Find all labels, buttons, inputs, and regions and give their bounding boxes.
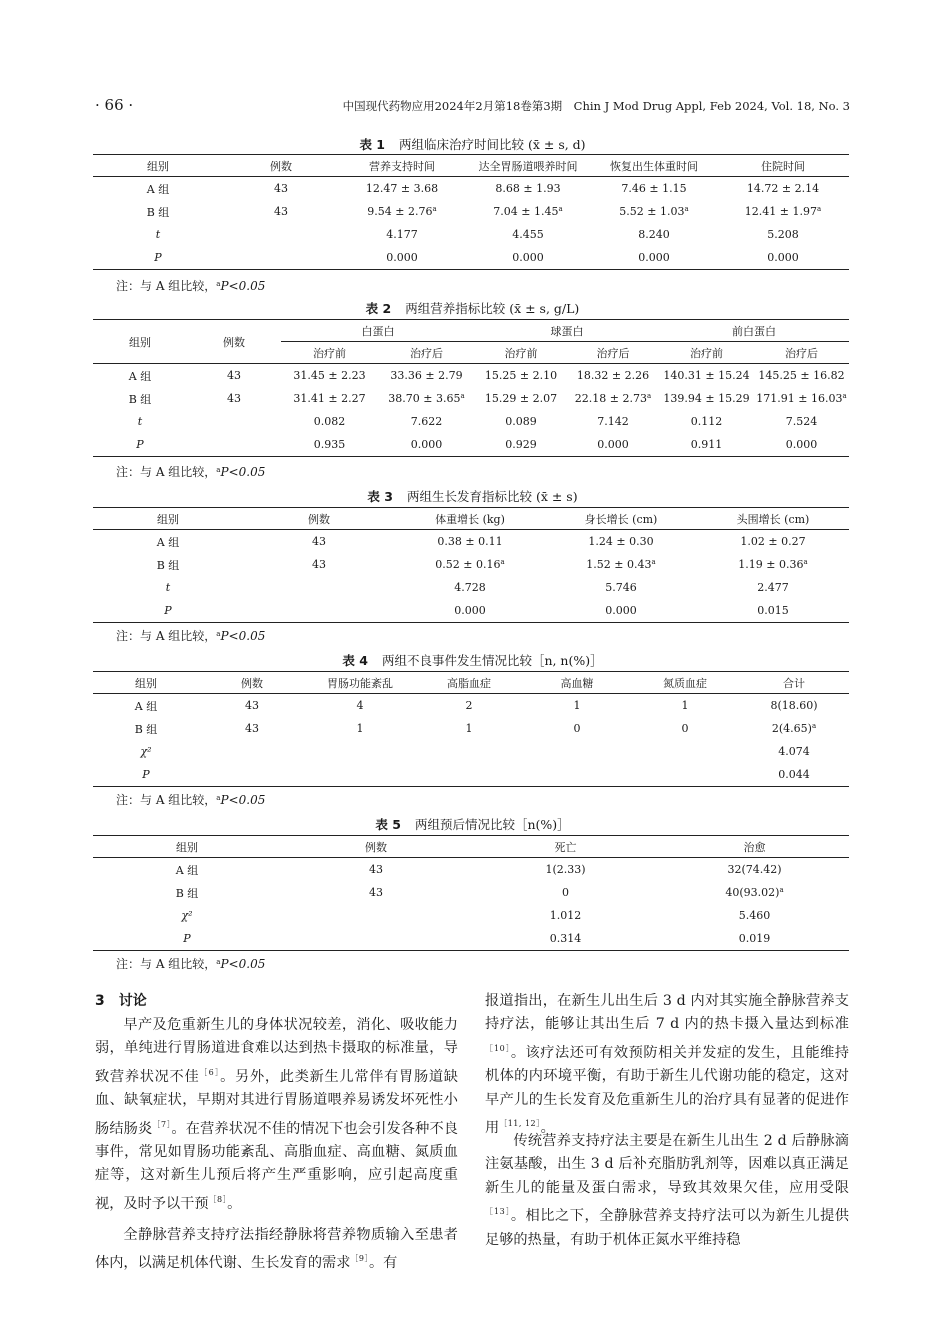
table-cell: 1 bbox=[465, 722, 473, 735]
table4-caption bbox=[95, 651, 850, 669]
table5-header-row bbox=[93, 836, 849, 858]
table1-label: 表 1 bbox=[359, 137, 385, 152]
table3-caption bbox=[95, 487, 850, 505]
table-cell bbox=[631, 763, 739, 787]
citation: ［6］ bbox=[199, 1067, 221, 1077]
table-cell: 43 bbox=[227, 369, 241, 382]
table-row bbox=[93, 694, 849, 718]
table3-header: 头围增长 (cm) bbox=[697, 508, 849, 530]
citation: ［8］ bbox=[208, 1194, 228, 1204]
table-cell bbox=[223, 223, 339, 246]
table-cell: 0.000 bbox=[545, 599, 697, 623]
table-cell bbox=[415, 740, 523, 763]
sig-mark: a bbox=[803, 558, 808, 566]
table-cell bbox=[523, 740, 631, 763]
citation: ［13］ bbox=[485, 1207, 511, 1217]
table-cell: 139.94 ± 15.29 bbox=[663, 392, 750, 405]
table-row bbox=[93, 364, 849, 388]
table-row bbox=[93, 881, 849, 904]
table2-header: 例数 bbox=[187, 320, 281, 364]
table-cell: 140.31 ± 15.24 bbox=[663, 369, 750, 382]
table-cell: 5.52 ± 1.03$^a$ bbox=[619, 205, 689, 218]
table-cell: 18.32 ± 2.26 bbox=[576, 369, 650, 382]
table-cell: 0.935 bbox=[281, 433, 378, 457]
table-cell: 0.112 bbox=[690, 415, 723, 428]
table5-label: 表 5 bbox=[375, 817, 401, 832]
table-cell: 12.41 ± 1.97$^a$ bbox=[744, 205, 822, 218]
paragraph-2: 全静脉营养支持疗法指经静脉将营养物质输入至患者体内，以满足机体代谢、生长发育的需求$^{[9]}$。有 bbox=[95, 1227, 458, 1272]
table-cell: 4 bbox=[356, 699, 364, 712]
table-cell: 43 bbox=[274, 182, 288, 195]
table-cell: 0.000 bbox=[378, 433, 475, 457]
table-row bbox=[93, 599, 849, 623]
table-cell: 1 bbox=[356, 722, 364, 735]
table-cell: 2.477 bbox=[757, 581, 789, 594]
table-cell: 171.91 ± 16.03$^a$ bbox=[756, 392, 847, 405]
table-cell: 0.082 bbox=[313, 415, 346, 428]
table2-sub-header: 治疗后 bbox=[567, 342, 659, 364]
table-cell: 0.929 bbox=[475, 433, 567, 457]
paragraph-2-continued: 报道指出，在新生儿出生后 3 d 内对其实施全静脉营养支持疗法，能够让其出生后 7 d 内的热卡摄入量达到标准$^{[10]}$。该疗法还可有效预防相关并发症的发生，且能维持机体的内环境平衡，有助于新生儿代谢功能的稳定，这对早产儿的生长发育及危重新生儿的治疗具有显著的促进作用$^{[11, 12]}$。 bbox=[485, 993, 849, 1137]
table-cell: 1 bbox=[573, 699, 581, 712]
table-cell: 15.29 ± 2.07 bbox=[484, 392, 558, 405]
sig-mark: a bbox=[684, 205, 689, 213]
table-cell: 1.52 ± 0.43$^a$ bbox=[586, 558, 656, 571]
table-cell: A 组 bbox=[146, 182, 170, 196]
table-cell: A 组 bbox=[175, 863, 199, 877]
table-row bbox=[93, 553, 849, 576]
table2-sub-header: 治疗后 bbox=[378, 342, 475, 364]
sig-mark: a bbox=[647, 392, 652, 400]
table-row bbox=[93, 200, 849, 223]
table-row bbox=[93, 433, 849, 457]
table2 bbox=[93, 319, 849, 457]
table4 bbox=[93, 671, 849, 787]
table1-header: 住院时间 bbox=[717, 155, 849, 177]
table-cell: 8.240 bbox=[638, 228, 670, 241]
table5-header: 组别 bbox=[93, 836, 281, 858]
table-row bbox=[93, 904, 849, 927]
table-cell: P bbox=[93, 599, 243, 623]
table1-header: 达全胃肠道喂养时间 bbox=[465, 155, 591, 177]
table4-header: 氮质血症 bbox=[631, 672, 739, 694]
table-cell: 4.728 bbox=[454, 581, 486, 594]
table4-note: 注：与 A 组比较，$^a$P<0.05 bbox=[116, 793, 266, 807]
table-cell: 5.208 bbox=[767, 228, 799, 241]
table-row bbox=[93, 717, 849, 740]
table-cell: 0 bbox=[573, 722, 581, 735]
citation: ［9］ bbox=[350, 1254, 369, 1264]
table-row bbox=[93, 763, 849, 787]
table-cell: 1.02 ± 0.27 bbox=[740, 535, 806, 548]
table-cell: 1.24 ± 0.30 bbox=[588, 535, 654, 548]
table-cell: 0.911 bbox=[659, 433, 754, 457]
table-row bbox=[93, 530, 849, 554]
table4-header: 高血糖 bbox=[523, 672, 631, 694]
table-cell: B 组 bbox=[175, 886, 199, 900]
table-cell: P bbox=[93, 927, 281, 951]
sig-mark: a bbox=[651, 558, 656, 566]
table5 bbox=[93, 835, 849, 951]
table-cell: $2(4.65)^a$ bbox=[771, 722, 817, 735]
table-cell: 8(18.60) bbox=[770, 699, 818, 712]
table-cell: 0.000 bbox=[339, 246, 465, 270]
table-cell: 9.54 ± 2.76$^a$ bbox=[367, 205, 437, 218]
table-cell: 1.012 bbox=[549, 909, 582, 922]
table-cell: 7.142 bbox=[597, 415, 629, 428]
table-cell: χ² bbox=[140, 745, 152, 758]
table4-label: 表 4 bbox=[342, 653, 368, 668]
table-cell: 145.25 ± 16.82 bbox=[758, 369, 845, 382]
table-cell: 0.019 bbox=[660, 927, 849, 951]
table2-group-header: 前白蛋白 bbox=[659, 320, 849, 342]
paragraph-1: 早产及危重新生儿的身体状况较差，消化、吸收能力弱，单纯进行胃肠道进食难以达到热卡摄取的标准量，导致营养状况不佳$^{[6]}$。另外，此类新生儿常伴有胃肠道缺血、缺氧症状，早期对其进行胃肠道喂养易诱发坏死性小肠结肠炎$^{[7]}$。在营养状况不佳的情况下也会引发各种不良事件，常见如胃肠功能紊乱、高脂血症、高血糖、氮质血症等，这对新生儿预后将产生严重影响，应引起高度重视，及时予以干预$^{[8]}$。 bbox=[95, 1017, 458, 1212]
table-cell: 0.044 bbox=[739, 763, 849, 787]
table-cell: 14.72 ± 2.14 bbox=[746, 182, 820, 195]
table1 bbox=[93, 154, 849, 270]
table-cell: 7.46 ± 1.15 bbox=[621, 182, 687, 195]
table-row bbox=[93, 410, 849, 433]
table-cell: 0.000 bbox=[465, 246, 591, 270]
table1-caption bbox=[95, 135, 850, 153]
table-cell bbox=[199, 763, 305, 787]
table3-header-row bbox=[93, 508, 849, 530]
citation: ［11, 12］ bbox=[499, 1119, 541, 1129]
table-cell: 31.45 ± 2.23 bbox=[293, 369, 366, 382]
table-cell bbox=[523, 763, 631, 787]
table-cell: 12.47 ± 3.68 bbox=[365, 182, 439, 195]
table1-header: 组别 bbox=[93, 155, 223, 177]
table-row bbox=[93, 177, 849, 201]
table-cell: 0.000 bbox=[754, 433, 849, 457]
table4-title: 两组不良事件发生情况比较［n, n(%)］ bbox=[381, 653, 603, 668]
table3-header: 体重增长 (kg) bbox=[395, 508, 545, 530]
table2-sub-header: 治疗后 bbox=[754, 342, 849, 364]
table-cell: P bbox=[93, 246, 223, 270]
table1-header-row bbox=[93, 155, 849, 177]
table5-header: 治愈 bbox=[660, 836, 849, 858]
table-cell: 43 bbox=[369, 863, 383, 876]
table-cell: 5.746 bbox=[605, 581, 637, 594]
table-cell: 1 bbox=[681, 699, 689, 712]
table-cell: 22.18 ± 2.73$^a$ bbox=[574, 392, 652, 405]
table-cell bbox=[415, 763, 523, 787]
table-row bbox=[93, 576, 849, 599]
table-cell: 0.000 bbox=[591, 246, 717, 270]
table3-title: 两组生长发育指标比较 (x̄ ± s) bbox=[406, 489, 578, 504]
table3-header: 组别 bbox=[93, 508, 243, 530]
table-cell: 5.460 bbox=[738, 909, 771, 922]
table-cell: 4.074 bbox=[778, 745, 810, 758]
sig-mark: a bbox=[500, 558, 505, 566]
page-number: · 66 · bbox=[95, 96, 134, 114]
citation: ［10］ bbox=[485, 1043, 511, 1053]
citation: ［7］ bbox=[152, 1119, 172, 1129]
table-cell: 0.000 bbox=[395, 599, 545, 623]
table2-title: 两组营养指标比较 (x̄ ± s, g/L) bbox=[405, 301, 580, 316]
table-cell: 43 bbox=[227, 392, 241, 405]
table3-header: 身长增长 (cm) bbox=[545, 508, 697, 530]
table2-group-header: 球蛋白 bbox=[475, 320, 659, 342]
table-cell: B 组 bbox=[146, 205, 170, 219]
page-header bbox=[95, 96, 850, 116]
table-cell: 4.455 bbox=[512, 228, 544, 241]
table-cell: 0.000 bbox=[567, 433, 659, 457]
table5-caption bbox=[95, 815, 850, 833]
table-cell: 33.36 ± 2.79 bbox=[390, 369, 463, 382]
table-cell: 0.089 bbox=[505, 415, 537, 428]
table-cell: P bbox=[93, 433, 187, 457]
table-cell bbox=[243, 599, 395, 623]
table-row bbox=[93, 858, 849, 882]
table-cell: 0.52 ± 0.16$^a$ bbox=[435, 558, 505, 571]
table4-header: 合计 bbox=[739, 672, 849, 694]
table-cell: t bbox=[137, 415, 143, 428]
table-row bbox=[93, 927, 849, 951]
paragraph-3: 传统营养支持疗法主要是在新生儿出生 2 d 后静脉滴注氨基酸，出生 3 d 后补充脂肪乳剂等，因难以真正满足新生儿的能量及蛋白需求，导致其效果欠佳，应用受限$^{[13]}$。相比之下，全静脉营养支持疗法可以为新生儿提供足够的热量，有助于机体正氮水平维持稳 bbox=[485, 1133, 849, 1248]
table-cell bbox=[305, 763, 415, 787]
sig-mark: a bbox=[432, 205, 437, 213]
table2-label: 表 2 bbox=[365, 301, 392, 316]
table-row bbox=[93, 246, 849, 270]
section-title: 3 讨论 bbox=[95, 993, 147, 1009]
sig-mark: a bbox=[811, 722, 817, 730]
table-cell: 0.000 bbox=[717, 246, 849, 270]
table-cell bbox=[305, 740, 415, 763]
table5-header: 死亡 bbox=[471, 836, 660, 858]
table-cell bbox=[223, 246, 339, 270]
table-row bbox=[93, 740, 849, 763]
table4-header: 组别 bbox=[93, 672, 199, 694]
table-cell: B 组 bbox=[156, 558, 180, 572]
table-row bbox=[93, 223, 849, 246]
table4-header: 例数 bbox=[199, 672, 305, 694]
table2-group-header-row bbox=[93, 320, 849, 342]
table-cell: A 组 bbox=[128, 369, 152, 383]
table3-note: 注：与 A 组比较，$^a$P<0.05 bbox=[116, 629, 266, 643]
sig-mark: a bbox=[817, 205, 822, 213]
table-cell: A 组 bbox=[156, 535, 180, 549]
table1-note: 注：与 A 组比较，$^a$P<0.05 bbox=[116, 279, 266, 293]
table2-header: 组别 bbox=[93, 320, 187, 364]
table2-caption bbox=[95, 299, 850, 317]
table-cell bbox=[199, 740, 305, 763]
sig-mark: a bbox=[779, 886, 784, 894]
table-cell bbox=[243, 576, 395, 599]
table-cell: B 组 bbox=[128, 392, 152, 406]
table1-title: 两组临床治疗时间比较 (x̄ ± s, d) bbox=[399, 137, 586, 152]
table1-header: 营养支持时间 bbox=[339, 155, 465, 177]
table5-header: 例数 bbox=[281, 836, 471, 858]
table-cell bbox=[281, 927, 471, 951]
table4-header-row bbox=[93, 672, 849, 694]
table-cell: A 组 bbox=[134, 699, 158, 713]
journal-citation: 中国现代药物应用2024年2月第18卷第3期 Chin J Mod Drug Appl, Feb 2024, Vol. 18, No. 3 bbox=[342, 99, 850, 113]
table-cell: 8.68 ± 1.93 bbox=[495, 182, 561, 195]
sig-mark: a bbox=[842, 392, 847, 400]
table-cell bbox=[631, 740, 739, 763]
table5-note: 注：与 A 组比较，$^a$P<0.05 bbox=[116, 957, 266, 971]
table-cell: 32(74.42) bbox=[727, 863, 782, 876]
table-cell: P bbox=[93, 763, 199, 787]
table2-sub-header: 治疗前 bbox=[475, 342, 567, 364]
table-cell: 43 bbox=[369, 886, 383, 899]
table-cell: 4.177 bbox=[386, 228, 418, 241]
table-cell: t bbox=[165, 581, 171, 594]
sig-mark: a bbox=[558, 205, 563, 213]
table-cell: 31.41 ± 2.27 bbox=[293, 392, 366, 405]
table-cell: 43 bbox=[274, 205, 288, 218]
table3-header: 例数 bbox=[243, 508, 395, 530]
table-cell: 0 bbox=[681, 722, 689, 735]
table-cell: 7.04 ± 1.45$^a$ bbox=[493, 205, 563, 218]
table-cell: B 组 bbox=[134, 722, 158, 736]
sig-mark: a bbox=[460, 392, 465, 400]
table-cell bbox=[187, 433, 281, 457]
table-cell: 0 bbox=[562, 886, 569, 899]
table-cell: 1(2.33) bbox=[545, 863, 586, 876]
table-cell: 0.015 bbox=[697, 599, 849, 623]
table-cell: 1.19 ± 0.36$^a$ bbox=[738, 558, 808, 571]
table-cell: 43 bbox=[245, 722, 259, 735]
table4-header: 高脂血症 bbox=[415, 672, 523, 694]
table-cell: 15.25 ± 2.10 bbox=[484, 369, 558, 382]
table-cell: 38.70 ± 3.65$^a$ bbox=[388, 392, 465, 405]
table-cell: t bbox=[155, 228, 161, 241]
table2-sub-header: 治疗前 bbox=[281, 342, 378, 364]
table1-header: 例数 bbox=[223, 155, 339, 177]
table3 bbox=[93, 507, 849, 623]
table3-label: 表 3 bbox=[367, 489, 393, 504]
table2-note: 注：与 A 组比较，$^a$P<0.05 bbox=[116, 465, 266, 479]
table1-header: 恢复出生体重时间 bbox=[591, 155, 717, 177]
table5-title: 两组预后情况比较［n(%)］ bbox=[414, 817, 570, 832]
table-cell: 2 bbox=[465, 699, 473, 712]
table-cell: 0.38 ± 0.11 bbox=[437, 535, 503, 548]
table2-sub-header: 治疗前 bbox=[659, 342, 754, 364]
table-cell: 7.622 bbox=[410, 415, 443, 428]
table-cell bbox=[187, 410, 281, 433]
table-cell: χ² bbox=[181, 909, 193, 922]
table-cell: 43 bbox=[312, 558, 326, 571]
table-cell: 7.524 bbox=[785, 415, 818, 428]
table-cell: 43 bbox=[312, 535, 326, 548]
table-cell bbox=[281, 904, 471, 927]
table-cell: 0.314 bbox=[471, 927, 660, 951]
table2-group-header: 白蛋白 bbox=[281, 320, 475, 342]
table4-header: 胃肠功能紊乱 bbox=[305, 672, 415, 694]
table-cell: $40(93.02)^a$ bbox=[725, 886, 784, 899]
table-row bbox=[93, 387, 849, 410]
table-cell: 43 bbox=[245, 699, 259, 712]
